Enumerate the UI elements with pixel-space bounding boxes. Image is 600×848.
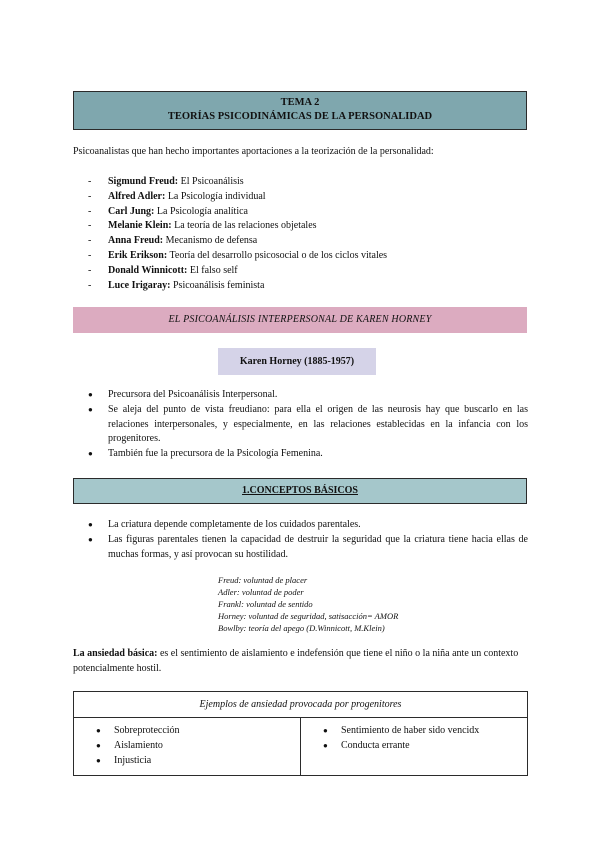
intro-text: Psicoanalistas que han hecho importantes aportaciones a la teorización de la personalidad: [73,146,434,157]
topic-number: TEMA 2 [280,97,320,108]
list-item: Adler: voluntad de poder [218,587,304,597]
author-contribution: El Psicoanálisis [178,176,244,187]
topic-title-box [73,91,527,130]
list-item: Horney: voluntad de seguridad, satisacción= AMOR [218,611,399,621]
author-contribution: La Psicología analítica [154,205,248,217]
examples-table-body [74,718,527,775]
section-heading-text: 1.CONCEPTOS BÁSICOS [242,485,358,496]
list-item: - Sigmund Freud: El Psicoanálisis [88,176,244,187]
list-item: - Melanie Klein: La teoría de las relaciones objetales [88,220,317,232]
author-contribution: Teoría del desarrollo psicosocial o de los ciclos vitales [167,249,388,261]
author-name: Donald Winnicott: [108,264,188,276]
list-item: ● Aislamiento [96,738,300,753]
definition-term: La ansiedad básica: [73,648,158,659]
examples-left-column [74,718,300,775]
author-contribution: Mecanismo de defensa [163,235,258,247]
author-name: Carl Jung: [108,205,155,217]
list-item: ● Sentimiento de haber sido vencidx [323,723,527,738]
author-name: Anna Freud: [108,235,164,247]
list-item: - Anna Freud: Mecanismo de defensa [88,235,258,247]
topic-title: TEORÍAS PSICODINÁMICAS DE LA PERSONALIDAD [167,111,433,122]
authors-list [88,175,387,293]
list-item: - Alfred Adler: La Psicología individual [88,190,266,202]
list-item: Bowlby: teoría del apego (D.Winnicott, M.Klein) [218,623,385,633]
list-item: ● Precursora del Psicoanálisis Interpersonal. [88,388,528,403]
author-name: Melanie Klein: [108,220,172,232]
list-item: ● Injusticia [96,753,300,768]
list-item: - Donald Winnicott: El falso self [88,264,238,276]
section-heading-horney: EL PSICOANÁLISIS INTERPERSONAL DE KAREN HORNEY [73,307,527,333]
list-item: ● Se aleja del punto de vista freudiano: para ella el origen de las neurosis hay que buscarlo en las relaciones interpersonales, y especialmente, en las relaciones establecidas en la infancia con los progenitores. [88,403,528,447]
basic-anxiety-definition [73,646,527,676]
examples-table-header: Ejemplos de ansiedad provocada por progenitores [74,692,527,718]
author-name: Alfred Adler: [108,190,166,202]
author-contribution: La Psicología individual [165,190,266,202]
list-item: ● Sobreprotección [96,723,300,738]
author-contribution: Psicoanálisis feminista [170,279,265,291]
definition-text: es el sentimiento de aislamiento e indefensión que tiene el niño o la niña ante un contexto potencialmente hostil. [73,648,519,674]
author-name: Erik Erikson: [108,249,168,261]
list-item: ● También fue la precursora de la Psicología Femenina. [88,447,528,462]
list-item: ● Las figuras parentales tienen la capacidad de destruir la seguridad que la criatura tiene hacia ellas de muchas formas, y así provocan su hostilidad. [88,533,528,563]
list-item: - Luce Irigaray: Psicoanálisis feminista [88,279,265,291]
list-item: ● Conducta errante [323,738,527,753]
author-name: Sigmund Freud: [108,176,179,187]
author-contribution: La teoría de las relaciones objetales [171,220,317,232]
author-name: Luce Irigaray: [108,279,171,291]
subheading-karen-horney: Karen Horney (1885-1957) [218,348,376,375]
list-item: ● La criatura depende completamente de los cuidados parentales. [88,518,528,533]
author-contribution: El falso self [187,264,238,276]
concept-points-list [88,518,528,562]
list-item: - Erik Erikson: Teoría del desarrollo psicosocial o de los ciclos vitales [88,249,388,261]
section-heading-basic-concepts [73,478,527,504]
wills-list [218,574,398,634]
examples-right-column [300,718,527,775]
list-item: - Carl Jung: La Psicología analítica [88,205,248,217]
horney-points-list [88,388,528,462]
list-item: Freud: voluntad de placer [218,575,308,585]
list-item: Frankl: voluntad de sentido [218,599,313,609]
examples-table [73,691,528,776]
